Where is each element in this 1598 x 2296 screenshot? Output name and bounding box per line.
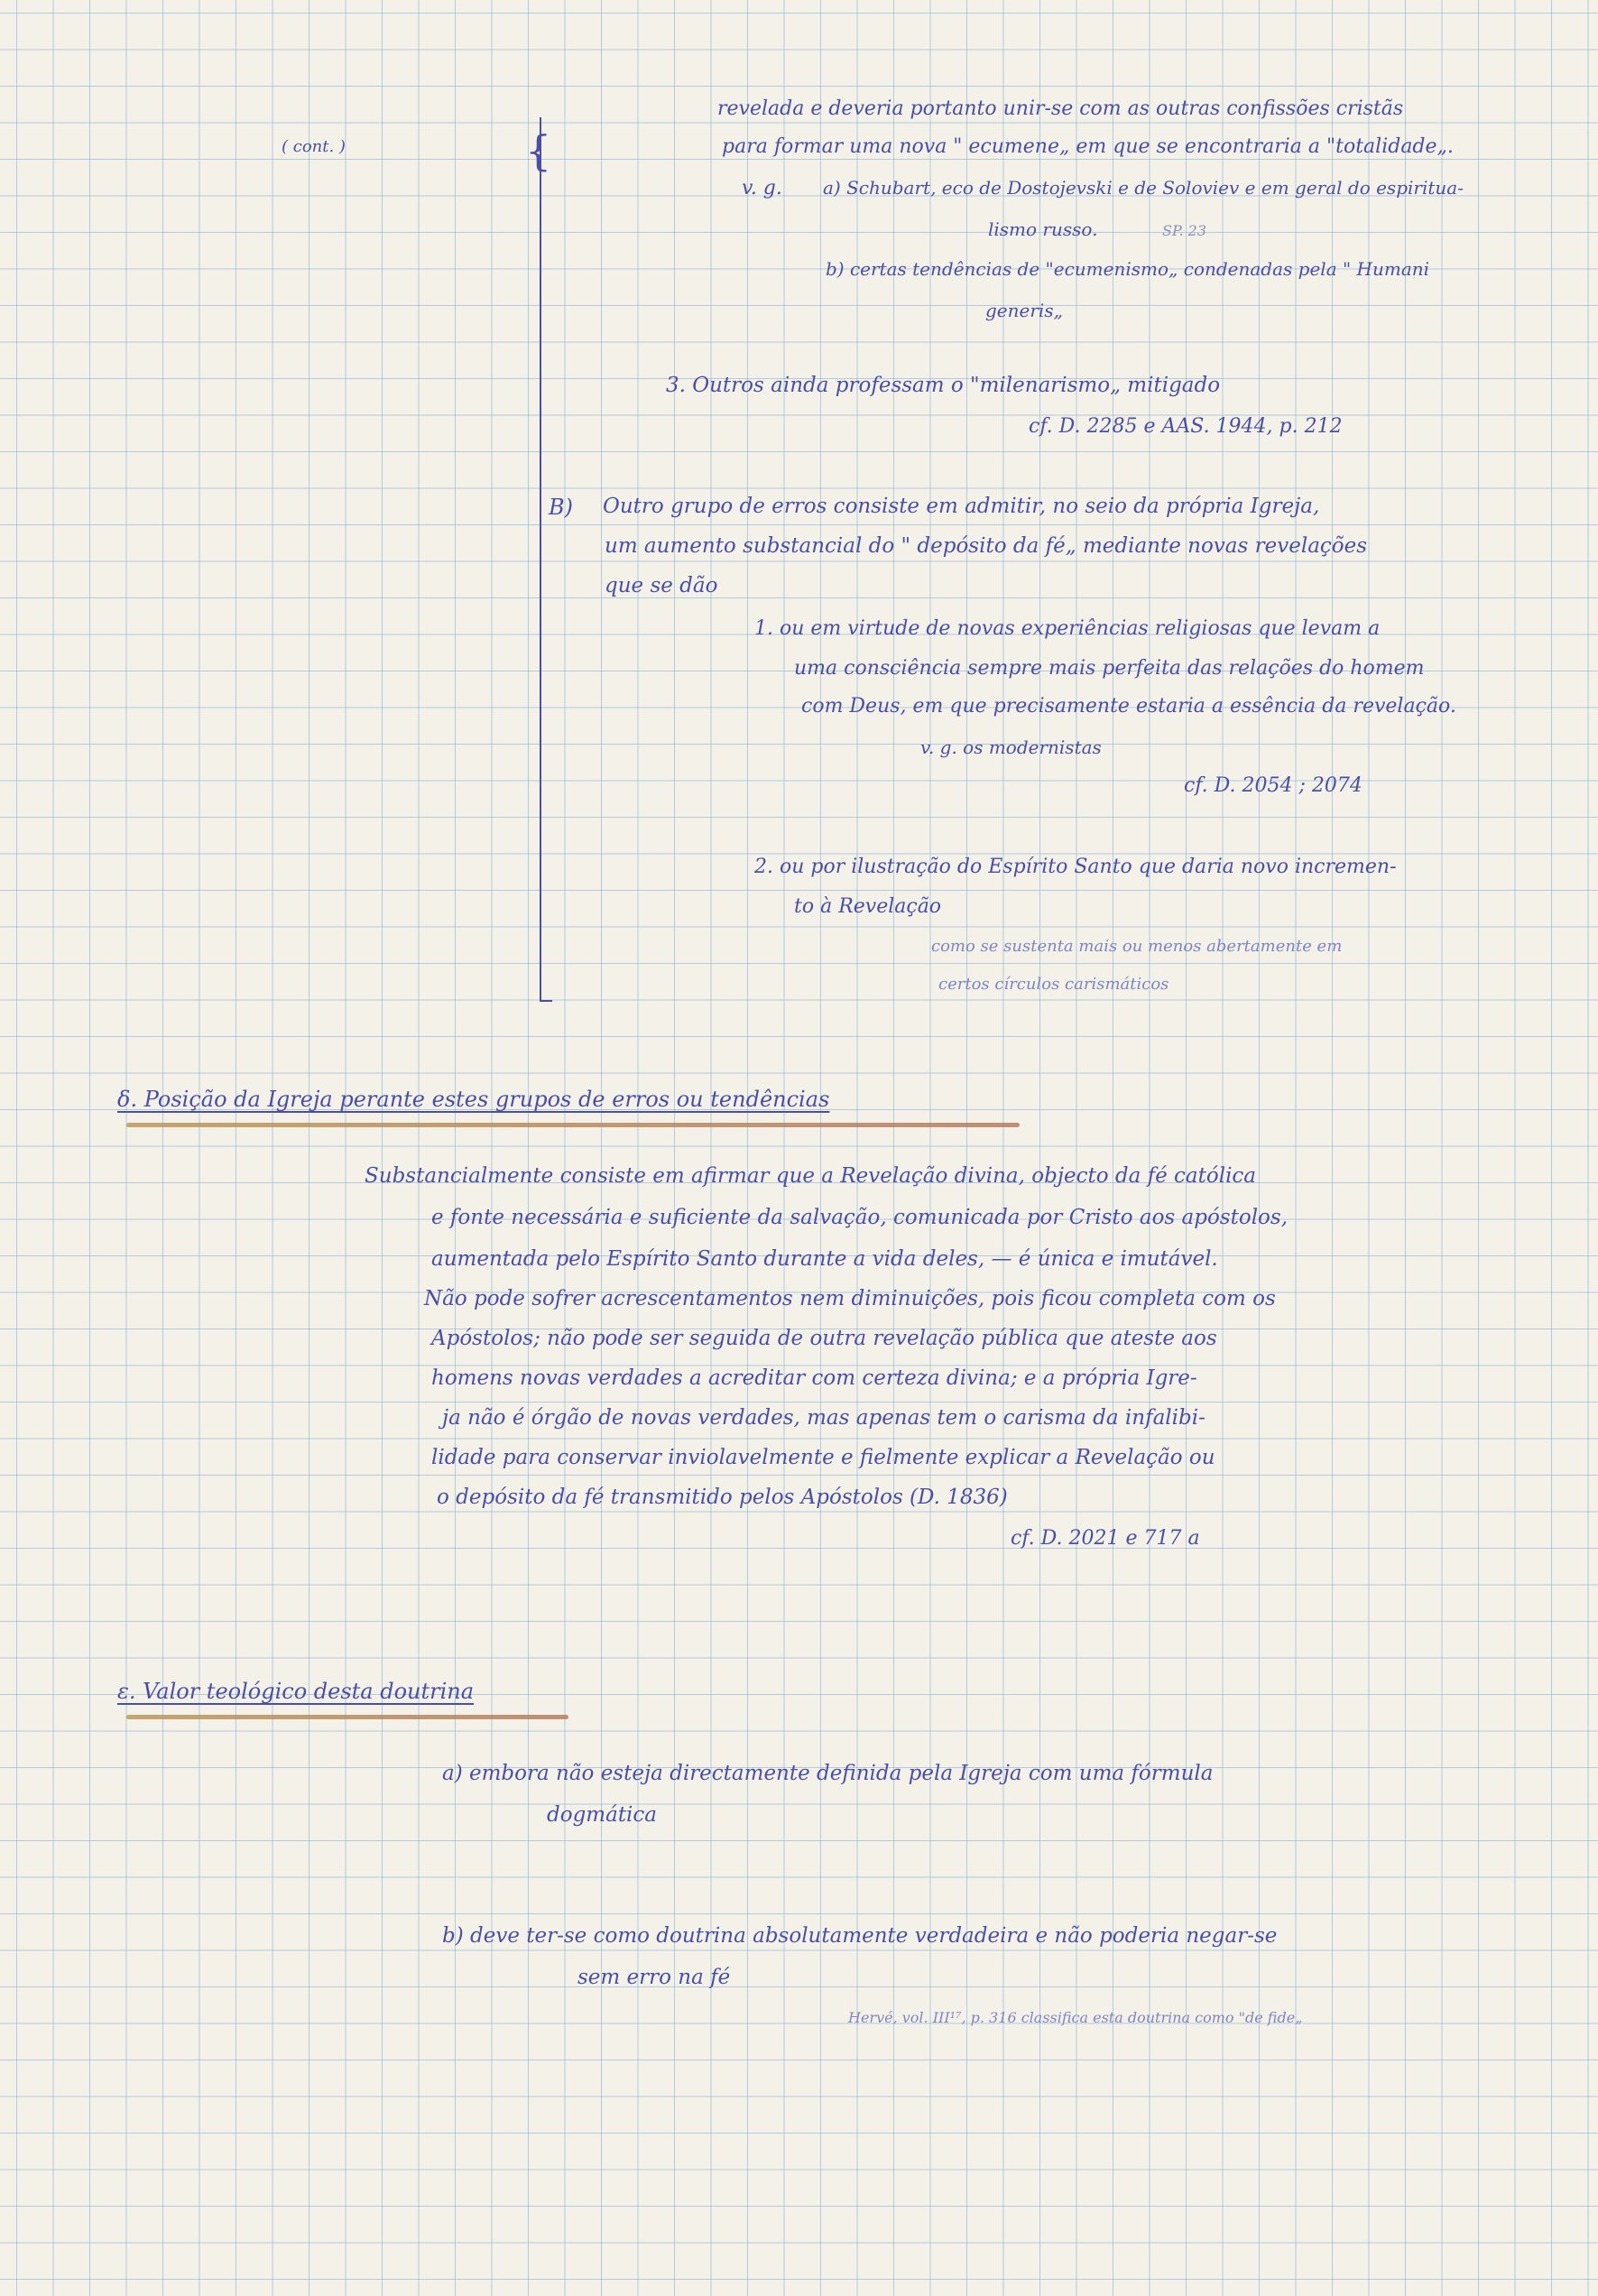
- e-b-line-1: b) deve ter-se como doutrina absolutamente verdadeira e não poderia negar-se: [442, 1924, 1278, 1948]
- section-d-heading: δ. Posição da Igreja perante estes grupos de erros ou tendências: [117, 1087, 830, 1112]
- point-3-ref: cf. D. 2285 e AAS. 1944, p. 212: [1029, 415, 1343, 438]
- d-line-7: ja não é órgão de novas verdades, mas apenas tem o carisma da infalibi-: [442, 1406, 1205, 1430]
- d-line-2: e fonte necessária e suficiente da salvação, comunicada por Cristo aos apóstolos,: [431, 1206, 1289, 1229]
- d-ref: cf. D. 2021 e 717 a: [1011, 1527, 1200, 1550]
- item-a: a) Schubart, eco de Dostojevski e de Soloviev e em geral do espiritua-: [823, 177, 1464, 199]
- top-line-2: para formar uma nova " ecumene„ em que se encontraria a "totalidade„.: [722, 135, 1454, 158]
- b-item1-line-3: com Deus, em que precisamente estaria a essência da revelação.: [801, 695, 1456, 718]
- d-line-1: Substancialmente consiste em afirmar que a Revelação divina, objecto da fé católica: [365, 1164, 1257, 1188]
- section-b-label: B): [549, 495, 573, 520]
- section-e-highlight: [126, 1715, 568, 1719]
- item-b-cont: generis„: [985, 300, 1063, 321]
- curly-bracket-icon: {: [525, 126, 552, 175]
- item-a-cont: lismo russo.: [988, 218, 1098, 240]
- d-line-4: Não pode sofrer acrescentamentos nem diminuições, pois ficou completa com os: [424, 1287, 1276, 1310]
- vg-label: v. g.: [742, 177, 782, 199]
- d-line-3: aumentada pelo Espírito Santo durante a vida deles, — é única e imutável.: [431, 1247, 1218, 1271]
- point-3: 3. Outros ainda professam o "milenarismo„ mitigado: [666, 374, 1221, 397]
- section-b-line-1: Outro grupo de erros consiste em admitir, no seio da própria Igreja,: [603, 495, 1320, 518]
- b-item2-note-2: certos círculos carismáticos: [938, 975, 1169, 994]
- d-line-9: o depósito da fé transmitido pelos Apóstolos (D. 1836): [437, 1486, 1008, 1509]
- section-b-line-3: que se dão: [605, 574, 718, 597]
- d-line-8: lidade para conservar inviolavelmente e fielmente explicar a Revelação ou: [431, 1446, 1215, 1469]
- b-item1-vg: v. g. os modernistas: [920, 736, 1102, 758]
- e-note: Hervé, vol. III¹⁷, p. 316 classifica esta doutrina como "de fide„: [848, 2009, 1303, 2026]
- e-a-line-2: dogmática: [547, 1803, 658, 1827]
- item-a-note: SP. 23: [1162, 222, 1207, 239]
- section-b-line-2: um aumento substancial do " depósito da fé„ mediante novas revelações: [605, 534, 1368, 558]
- e-a-line-1: a) embora não esteja directamente definida pela Igreja com uma fórmula: [442, 1762, 1214, 1785]
- b-item2-note-1: como se sustenta mais ou menos abertamente em: [931, 937, 1343, 956]
- b-item1-line-1: 1. ou em virtude de novas experiências religiosas que levam a: [754, 617, 1381, 640]
- b-item1-line-2: uma consciência sempre mais perfeita das relações do homem: [794, 657, 1425, 680]
- margin-bracket: [540, 117, 554, 1002]
- d-line-6: homens novas verdades a acreditar com certeza divina; e a própria Igre-: [431, 1366, 1197, 1390]
- section-e-heading: ε. Valor teológico desta doutrina: [117, 1679, 475, 1704]
- b-item2-line-2: to à Revelação: [794, 895, 942, 918]
- item-b: b) certas tendências de "ecumenismo„ condenadas pela " Humani: [826, 258, 1430, 280]
- margin-bracket-foot: [540, 1000, 552, 1002]
- b-item2-line-1: 2. ou por ilustração do Espírito Santo que daria novo incremen-: [754, 856, 1397, 878]
- cont-label: ( cont. ): [282, 137, 346, 156]
- e-b-line-2: sem erro na fé: [577, 1966, 731, 1989]
- top-line-1: revelada e deveria portanto unir-se com as outras confissões cristãs: [717, 97, 1404, 120]
- b-item1-ref: cf. D. 2054 ; 2074: [1184, 774, 1362, 797]
- section-d-highlight: [126, 1123, 1020, 1127]
- d-line-5: Apóstolos; não pode ser seguida de outra revelação pública que ateste aos: [431, 1327, 1217, 1350]
